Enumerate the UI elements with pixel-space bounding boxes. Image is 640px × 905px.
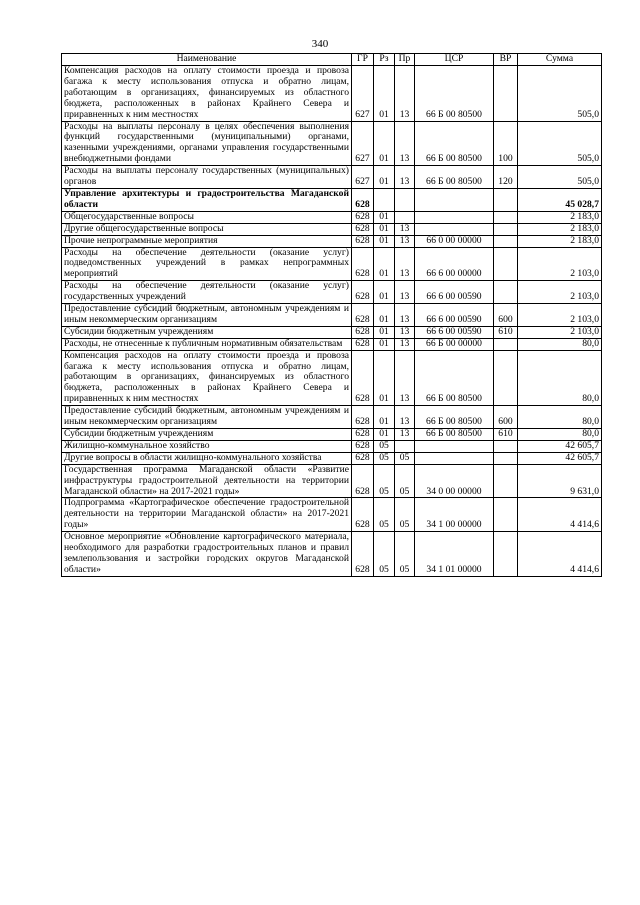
- row-rz: 01: [374, 304, 395, 327]
- row-gr: 628: [352, 452, 374, 464]
- row-csr: 66 6 00 00590: [415, 304, 494, 327]
- row-name: Жилищно-коммунальное хозяйство: [62, 440, 352, 452]
- row-name: Субсидии бюджетным учреждениям: [62, 326, 352, 338]
- row-csr: 34 0 00 00000: [415, 464, 494, 498]
- row-vr: [494, 452, 518, 464]
- row-vr: [494, 464, 518, 498]
- table-row: [62, 429, 602, 441]
- row-name: Прочие непрограммные мероприятия: [62, 235, 352, 247]
- row-vr: 600: [494, 304, 518, 327]
- row-rz: 05: [374, 440, 395, 452]
- row-sum: 2 183,0: [518, 211, 602, 223]
- row-rz: 01: [374, 281, 395, 304]
- table-row: [62, 532, 602, 577]
- row-name: Управление архитектуры и градостроительства Магаданской области: [62, 188, 352, 211]
- row-gr: 627: [352, 121, 374, 166]
- row-name: Расходы на обеспечение деятельности (оказание услуг) государственных учреждений: [62, 281, 352, 304]
- row-pr: 13: [395, 121, 415, 166]
- row-name: Субсидии бюджетным учреждениям: [62, 429, 352, 441]
- row-sum: 4 414,6: [518, 498, 602, 532]
- header-vr: ВР: [494, 54, 518, 66]
- budget-table: [61, 53, 602, 577]
- row-csr: 66 Б 00 80500: [415, 66, 494, 122]
- row-rz: 01: [374, 429, 395, 441]
- table-row: [62, 66, 602, 122]
- row-gr: 628: [352, 532, 374, 577]
- row-rz: 05: [374, 452, 395, 464]
- table-row: [62, 223, 602, 235]
- table-row: [62, 211, 602, 223]
- row-rz: 01: [374, 166, 395, 189]
- row-name: Общегосударственные вопросы: [62, 211, 352, 223]
- row-pr: [395, 211, 415, 223]
- row-csr: 66 6 00 00000: [415, 247, 494, 281]
- row-pr: [395, 440, 415, 452]
- row-gr: 627: [352, 66, 374, 122]
- row-gr: 628: [352, 429, 374, 441]
- row-pr: 13: [395, 338, 415, 350]
- row-sum: 2 103,0: [518, 247, 602, 281]
- table-row: [62, 338, 602, 350]
- row-sum: 505,0: [518, 121, 602, 166]
- row-gr: 628: [352, 247, 374, 281]
- row-pr: 13: [395, 166, 415, 189]
- row-pr: 13: [395, 281, 415, 304]
- row-pr: 13: [395, 247, 415, 281]
- row-csr: 66 Б 00 00000: [415, 338, 494, 350]
- row-gr: 628: [352, 440, 374, 452]
- row-rz: 01: [374, 223, 395, 235]
- row-vr: [494, 66, 518, 122]
- table-row: [62, 235, 602, 247]
- row-csr: 34 1 00 00000: [415, 498, 494, 532]
- row-csr: 66 6 00 00590: [415, 326, 494, 338]
- header-rz: Рз: [374, 54, 395, 66]
- row-vr: [494, 211, 518, 223]
- table-row: [62, 440, 602, 452]
- row-rz: 05: [374, 532, 395, 577]
- table-row: [62, 350, 602, 406]
- row-sum: 2 103,0: [518, 304, 602, 327]
- row-rz: 01: [374, 235, 395, 247]
- header-csr: ЦСР: [415, 54, 494, 66]
- row-csr: 34 1 01 00000: [415, 532, 494, 577]
- row-name: Другие общегосударственные вопросы: [62, 223, 352, 235]
- row-name: Расходы на выплаты персоналу в целях обеспечения выполнения функций государственными (муниципальными) органами, казенными учреждениями, органами управления государственными внебюджетными фондами: [62, 121, 352, 166]
- row-name: Предоставление субсидий бюджетным, автономным учреждениям и иным некоммерческим организациям: [62, 304, 352, 327]
- row-csr: 66 Б 00 80500: [415, 166, 494, 189]
- table-row: [62, 188, 602, 211]
- row-csr: 66 Б 00 80500: [415, 350, 494, 406]
- row-sum: 80,0: [518, 406, 602, 429]
- table-header-row: [62, 54, 602, 66]
- row-rz: 01: [374, 338, 395, 350]
- row-sum: 42 605,7: [518, 440, 602, 452]
- row-vr: [494, 338, 518, 350]
- table-row: [62, 406, 602, 429]
- row-name: Государственная программа Магаданской области «Развитие инфраструктуры градостроительной деятельности на территории Магаданской области» на 2017-2021 годы»: [62, 464, 352, 498]
- row-name: Компенсация расходов на оплату стоимости проезда и провоза багажа к месту использования отпуска и обратно лицам, работающим в организациях, финансируемых из областного бюджета, расположенных в районах Крайнего Севера и приравненных к ним местностях: [62, 66, 352, 122]
- row-csr: 66 0 00 00000: [415, 235, 494, 247]
- row-name: Расходы на обеспечение деятельности (оказание услуг) подведомственных учреждений в рамках непрограммных мероприятий: [62, 247, 352, 281]
- row-pr: 13: [395, 326, 415, 338]
- row-rz: 01: [374, 350, 395, 406]
- row-csr: [415, 211, 494, 223]
- page-number: 340: [311, 38, 329, 50]
- row-vr: 610: [494, 326, 518, 338]
- row-rz: 01: [374, 211, 395, 223]
- table-row: [62, 247, 602, 281]
- row-csr: [415, 440, 494, 452]
- row-name: Расходы, не отнесенные к публичным нормативным обязательствам: [62, 338, 352, 350]
- row-rz: 01: [374, 247, 395, 281]
- row-gr: 628: [352, 235, 374, 247]
- row-sum: 505,0: [518, 166, 602, 189]
- row-vr: [494, 532, 518, 577]
- row-rz: 01: [374, 326, 395, 338]
- row-sum: 2 183,0: [518, 235, 602, 247]
- row-csr: [415, 188, 494, 211]
- header-pr: Пр: [395, 54, 415, 66]
- row-vr: [494, 188, 518, 211]
- row-pr: 13: [395, 304, 415, 327]
- row-vr: [494, 247, 518, 281]
- row-name: Расходы на выплаты персоналу государственных (муниципальных) органов: [62, 166, 352, 189]
- row-gr: 628: [352, 211, 374, 223]
- table-row: [62, 326, 602, 338]
- row-csr: [415, 223, 494, 235]
- row-pr: 13: [395, 406, 415, 429]
- row-pr: 05: [395, 464, 415, 498]
- row-name: Подпрограмма «Картографическое обеспечение градостроительной деятельности на территории Магаданской области» на 2017-2021 годы»: [62, 498, 352, 532]
- row-gr: 628: [352, 406, 374, 429]
- row-vr: [494, 223, 518, 235]
- table-row: [62, 464, 602, 498]
- row-gr: 628: [352, 498, 374, 532]
- row-vr: 120: [494, 166, 518, 189]
- row-gr: 628: [352, 326, 374, 338]
- row-gr: 628: [352, 223, 374, 235]
- row-pr: [395, 188, 415, 211]
- row-rz: 05: [374, 464, 395, 498]
- row-name: Предоставление субсидий бюджетным, автономным учреждениям и иным некоммерческим организациям: [62, 406, 352, 429]
- row-vr: 600: [494, 406, 518, 429]
- row-sum: 2 183,0: [518, 223, 602, 235]
- table-row: [62, 452, 602, 464]
- row-pr: 13: [395, 350, 415, 406]
- row-sum: 80,0: [518, 338, 602, 350]
- row-sum: 80,0: [518, 350, 602, 406]
- row-pr: 13: [395, 235, 415, 247]
- table-row: [62, 166, 602, 189]
- row-pr: 13: [395, 429, 415, 441]
- row-rz: 01: [374, 121, 395, 166]
- row-pr: 05: [395, 532, 415, 577]
- row-csr: 66 Б 00 80500: [415, 406, 494, 429]
- header-gr: ГР: [352, 54, 374, 66]
- row-vr: 610: [494, 429, 518, 441]
- row-sum: 45 028,7: [518, 188, 602, 211]
- row-vr: [494, 281, 518, 304]
- row-pr: 13: [395, 66, 415, 122]
- row-sum: 42 605,7: [518, 452, 602, 464]
- header-sum: Сумма: [518, 54, 602, 66]
- table-row: [62, 281, 602, 304]
- row-rz: 01: [374, 406, 395, 429]
- row-csr: 66 6 00 00590: [415, 281, 494, 304]
- row-vr: 100: [494, 121, 518, 166]
- table-row: [62, 498, 602, 532]
- row-rz: [374, 188, 395, 211]
- row-csr: 66 Б 00 80500: [415, 121, 494, 166]
- row-name: Основное мероприятие «Обновление картографического материала, необходимого для разработки градостроительных планов и правил землепользования и застройки городских округов Магаданской области»: [62, 532, 352, 577]
- row-gr: 628: [352, 281, 374, 304]
- row-gr: 628: [352, 350, 374, 406]
- row-gr: 628: [352, 338, 374, 350]
- row-csr: 66 Б 00 80500: [415, 429, 494, 441]
- row-rz: 05: [374, 498, 395, 532]
- row-gr: 628: [352, 304, 374, 327]
- row-sum: 2 103,0: [518, 326, 602, 338]
- table-row: [62, 121, 602, 166]
- row-name: Компенсация расходов на оплату стоимости проезда и провоза багажа к месту использования отпуска и обратно лицам, работающим в организациях, финансируемых из областного бюджета, расположенных в районах Крайнего Севера и приравненных к ним местностях: [62, 350, 352, 406]
- row-pr: 05: [395, 452, 415, 464]
- table-row: [62, 304, 602, 327]
- row-csr: [415, 452, 494, 464]
- header-name: Наименование: [62, 54, 352, 66]
- row-sum: 2 103,0: [518, 281, 602, 304]
- row-pr: 05: [395, 498, 415, 532]
- row-vr: [494, 498, 518, 532]
- row-vr: [494, 440, 518, 452]
- row-pr: 13: [395, 223, 415, 235]
- row-vr: [494, 350, 518, 406]
- row-sum: 80,0: [518, 429, 602, 441]
- row-gr: 628: [352, 464, 374, 498]
- row-sum: 4 414,6: [518, 532, 602, 577]
- row-vr: [494, 235, 518, 247]
- row-sum: 9 631,0: [518, 464, 602, 498]
- row-name: Другие вопросы в области жилищно-коммунального хозяйства: [62, 452, 352, 464]
- row-rz: 01: [374, 66, 395, 122]
- row-gr: 627: [352, 166, 374, 189]
- row-gr: 628: [352, 188, 374, 211]
- row-sum: 505,0: [518, 66, 602, 122]
